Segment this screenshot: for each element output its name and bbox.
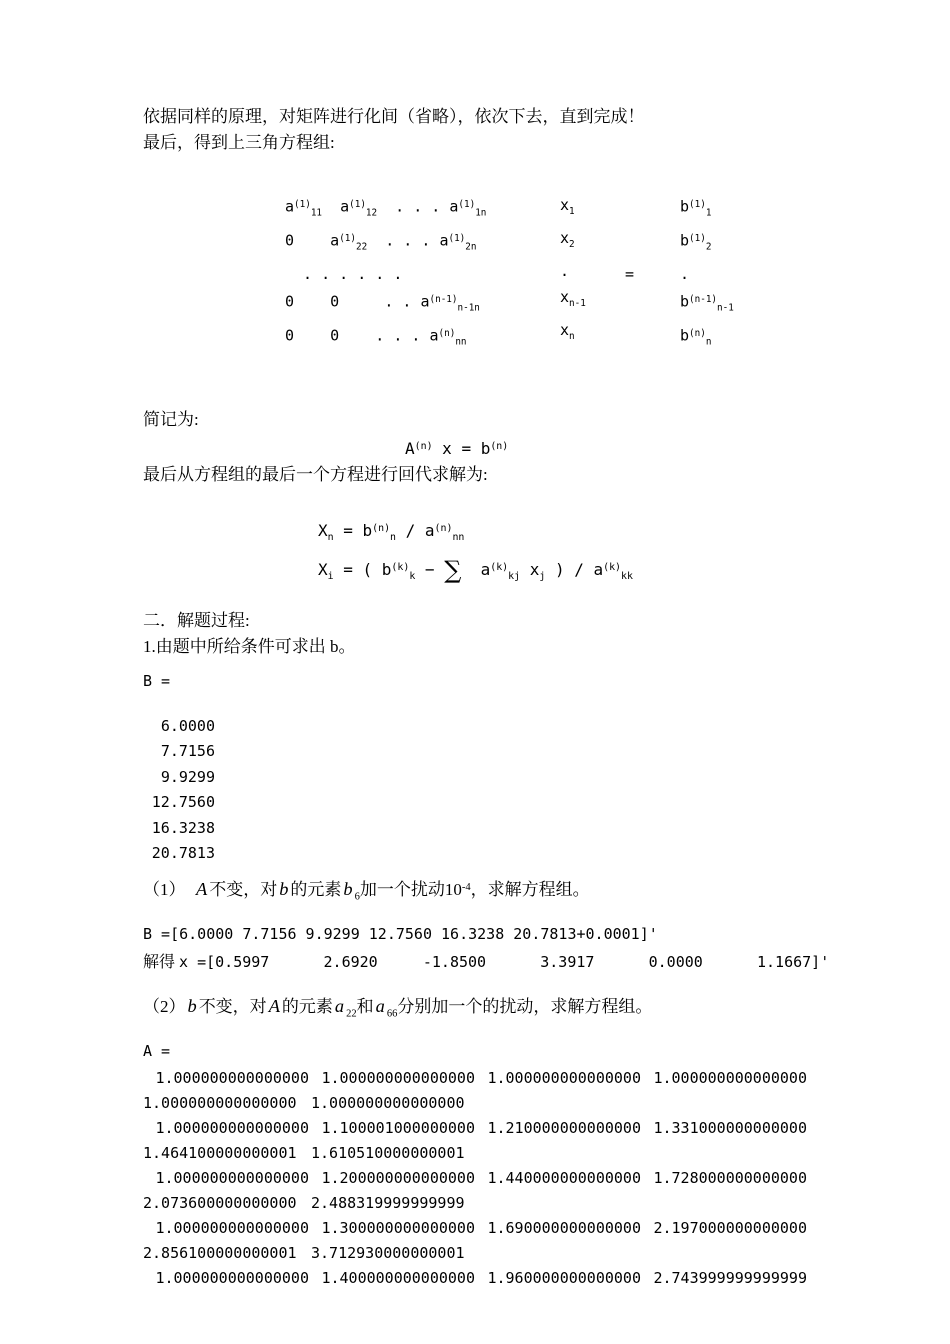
vector-b-entry: $b^{(n)}_n$	[680, 326, 712, 348]
matrix-row: 0 0 . . . $a^{(n)}_{nn}$	[285, 326, 467, 348]
back-substitution-formula-2: $X_i$ = ( $b^{(k)}_k$ − ∑ $a^{(k)}_{kj}$ $x_j$ ) / $a^{(k)}_{kk}$	[318, 555, 633, 584]
vector-x-entry: $x_{n-1}$	[560, 287, 586, 309]
rhs-vector-b	[680, 192, 734, 355]
a-output-label: A =	[143, 1041, 171, 1060]
part2-statement: （2） b 不变，对 A 的元素 a $_{22}$和 a $_{66}$分别加一个的扰动，求解方程组。	[143, 996, 653, 1020]
b-value: 7.7156	[160, 742, 215, 761]
b-output-label: B =	[143, 671, 171, 690]
intro-line-2: 最后，得到上三角方程组:	[143, 133, 335, 152]
a-matrix-cell: 1.000000000000000	[487, 1068, 641, 1087]
back-substitution-formula-1: $X_n = b^{(n)}_n / a^{(n)}_{nn}$	[318, 520, 465, 544]
a-matrix-cell: 1.000000000000000	[155, 1218, 309, 1237]
matrix-row: . . . . . .	[285, 264, 403, 283]
a-matrix-line	[143, 1066, 810, 1091]
a-matrix-cell: 3.712930000000001	[311, 1243, 465, 1262]
a-matrix-line	[143, 1091, 810, 1116]
a-matrix-cell: 1.100001000000000	[321, 1118, 475, 1137]
a-matrix-cell: 1.000000000000000	[155, 1168, 309, 1187]
a-matrix-cell: 2.073600000000000	[143, 1193, 297, 1212]
a-matrix-line	[143, 1241, 810, 1266]
vector-x-entry: $x_1$	[560, 196, 575, 217]
a-matrix-cell: 2.743999999999999	[653, 1268, 807, 1287]
b-value: 20.7813	[151, 844, 215, 863]
a-matrix-cell: 1.464100000000001	[143, 1143, 297, 1162]
solve-prefix: 解得	[143, 954, 180, 972]
a-matrix-line	[143, 1266, 810, 1291]
b-value: 6.0000	[160, 716, 215, 735]
vector-x-entry: $x_2$	[560, 228, 575, 250]
a-matrix-cell: 1.000000000000000	[143, 1093, 297, 1112]
back-substitution-intro: 最后从方程组的最后一个方程进行回代求解为:	[143, 465, 488, 485]
triangular-system-equation	[285, 192, 810, 355]
part1-solution-line	[143, 952, 830, 973]
a-matrix-cell: 2.488319999999999	[311, 1193, 465, 1212]
section-heading: 二．解题过程:	[143, 610, 250, 630]
a-matrix-cell: 1.000000000000000	[321, 1068, 475, 1087]
matrix-row: $a^{(1)}_{11}$ $a^{(1)}_{12}$ . . . $a^{(1)}_{1n}$	[285, 197, 487, 219]
abbreviation-label: 简记为:	[143, 410, 199, 430]
unknown-vector-x	[560, 192, 625, 355]
a-matrix-cell: 1.610510000000001	[311, 1143, 465, 1162]
a-matrix-line	[143, 1166, 810, 1191]
vector-b-entry: $b^{(1)}_2$	[680, 231, 712, 253]
b-value: 12.7560	[151, 793, 215, 812]
vector-b-entry: $b^{(1)}_1$	[680, 197, 712, 219]
a-matrix-line	[143, 1141, 810, 1166]
step1-text: 1.由题中所给条件可求出 b。	[143, 636, 356, 656]
a-matrix-line	[143, 1191, 810, 1216]
part1-statement: （1） A 不变，对 b 的元素 b $_6$加一个扰动$10^{-4}$，求解方程组。	[143, 878, 590, 903]
a-matrix-cell: 1.000000000000000	[311, 1093, 465, 1112]
b-value: 9.9299	[160, 767, 215, 786]
vector-x-entry: $x_n$	[560, 320, 575, 342]
solution-vector-x: x =[0.5997 2.6920 -1.8500 3.3917 0.0000 1.1667]'	[179, 953, 830, 972]
a-matrix-cell: 1.000000000000000	[155, 1268, 309, 1287]
matrix-row: 0 $a^{(1)}_{22}$ . . . $a^{(1)}_{2n}$	[285, 231, 477, 253]
upper-triangular-matrix	[285, 192, 560, 355]
intro-line-1: 依据同样的原理，对矩阵进行化间（省略），依次下去，直到完成！	[143, 107, 645, 126]
a-matrix-cell: 1.200000000000000	[321, 1168, 475, 1187]
matrix-row: 0 0 . . $a^{(n-1)}_{n-1n}$	[285, 292, 480, 314]
a-matrix-line	[143, 1216, 810, 1241]
a-matrix-cell: 1.690000000000000	[487, 1218, 641, 1237]
abbreviated-equation: $A^{(n)}$ $x = b^{(n)}$	[405, 439, 509, 459]
b-value: 16.3238	[151, 818, 215, 837]
a-matrix-cell: 1.331000000000000	[653, 1118, 807, 1137]
a-matrix-cell: 1.300000000000000	[321, 1218, 475, 1237]
a-matrix-cell: 1.440000000000000	[487, 1168, 641, 1187]
a-matrix-cell: 1.000000000000000	[653, 1068, 807, 1087]
a-matrix-cell: 1.210000000000000	[487, 1118, 641, 1137]
a-matrix-cell: 2.197000000000000	[653, 1218, 807, 1237]
vector-b-entry: $b^{(n-1)}_{n-1}$	[680, 292, 734, 314]
a-matrix-cell: 1.400000000000000	[321, 1268, 475, 1287]
vector-b-entry: .	[680, 264, 690, 283]
a-matrix-output	[143, 1066, 810, 1291]
part1-b-vector-line: B =[6.0000 7.7156 9.9299 12.7560 16.3238 20.7813+0.0001]'	[143, 925, 658, 944]
a-matrix-line	[143, 1116, 810, 1141]
vector-x-entry: .	[560, 261, 570, 280]
a-matrix-cell: 1.960000000000000	[487, 1268, 641, 1287]
a-matrix-cell: 1.728000000000000	[653, 1168, 807, 1187]
a-matrix-cell: 1.000000000000000	[155, 1118, 309, 1137]
equals-sign: =	[625, 264, 635, 283]
b-output-values	[143, 714, 215, 867]
a-matrix-cell: 2.856100000000001	[143, 1243, 297, 1262]
a-matrix-cell: 1.000000000000000	[155, 1068, 309, 1087]
